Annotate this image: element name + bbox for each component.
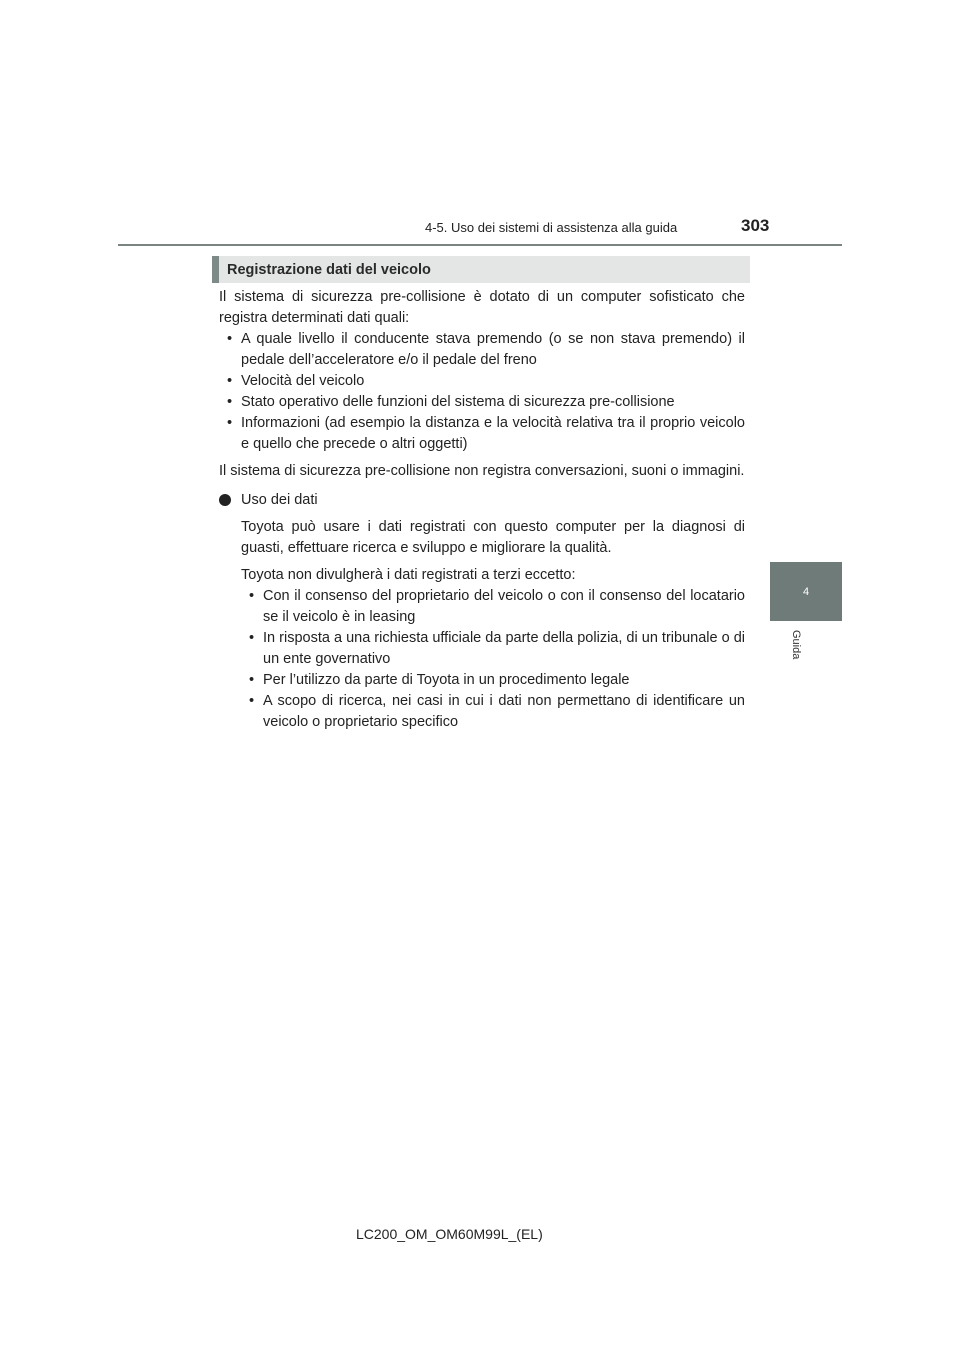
list-item: • A scopo di ricerca, nei casi in cui i dati non permettano di identificare un veicolo o proprietario specifico — [241, 691, 745, 733]
intro-paragraph: Il sistema di sicurezza pre-collisione è dotato di un computer sofisticato che registra determinati dati quali: — [219, 289, 745, 326]
list-item: • Velocità del veicolo — [219, 371, 745, 392]
chapter-tab — [770, 562, 842, 621]
filled-circle-icon — [219, 494, 231, 506]
recorded-items-list — [219, 329, 745, 455]
data-use-block — [241, 517, 745, 733]
list-item: • In risposta a una richiesta ufficiale da parte della polizia, di un tribunale o di un ente governativo — [241, 628, 745, 670]
list-item: • A quale livello il conducente stava premendo (o se non stava premendo) il pedale dell’acceleratore e/o il pedale del freno — [219, 329, 745, 371]
header-divider — [118, 244, 842, 246]
chapter-number: 4 — [802, 585, 810, 598]
data-use-paragraph: Toyota può usare i dati registrati con questo computer per la diagnosi di guasti, effettuare ricerca e sviluppo e migliorare la qualità. — [241, 519, 745, 556]
list-item: • Informazioni (ad esempio la distanza e la velocità relativa tra il proprio veicolo e quello che precede o altri oggetti) — [219, 413, 745, 455]
data-use-heading — [219, 490, 745, 511]
page-number: 303 — [741, 216, 770, 235]
list-item: • Stato operativo delle funzioni del sistema di sicurezza pre-collisione — [219, 392, 745, 413]
section-content — [219, 287, 745, 733]
list-item: • Per l’utilizzo da parte di Toyota in un procedimento legale — [241, 670, 745, 691]
list-item: • Con il consenso del proprietario del veicolo o con il consenso del locatario se il veicolo è in leasing — [241, 586, 745, 628]
section-heading: Registrazione dati del veicolo — [212, 256, 750, 283]
not-recorded-paragraph: Il sistema di sicurezza pre-collisione non registra conversazioni, suoni o immagini. — [219, 463, 745, 479]
document-code: LC200_OM_OM60M99L_(EL) — [356, 1226, 543, 1242]
exceptions-list — [241, 586, 745, 733]
header-section-title: 4-5. Uso dei sistemi di assistenza alla guida — [425, 220, 678, 235]
data-disclosure-paragraph: Toyota non divulgherà i dati registrati a terzi eccetto: — [241, 567, 576, 583]
data-use-heading-text: Uso dei dati — [241, 492, 318, 508]
chapter-label: Guida — [790, 630, 802, 660]
